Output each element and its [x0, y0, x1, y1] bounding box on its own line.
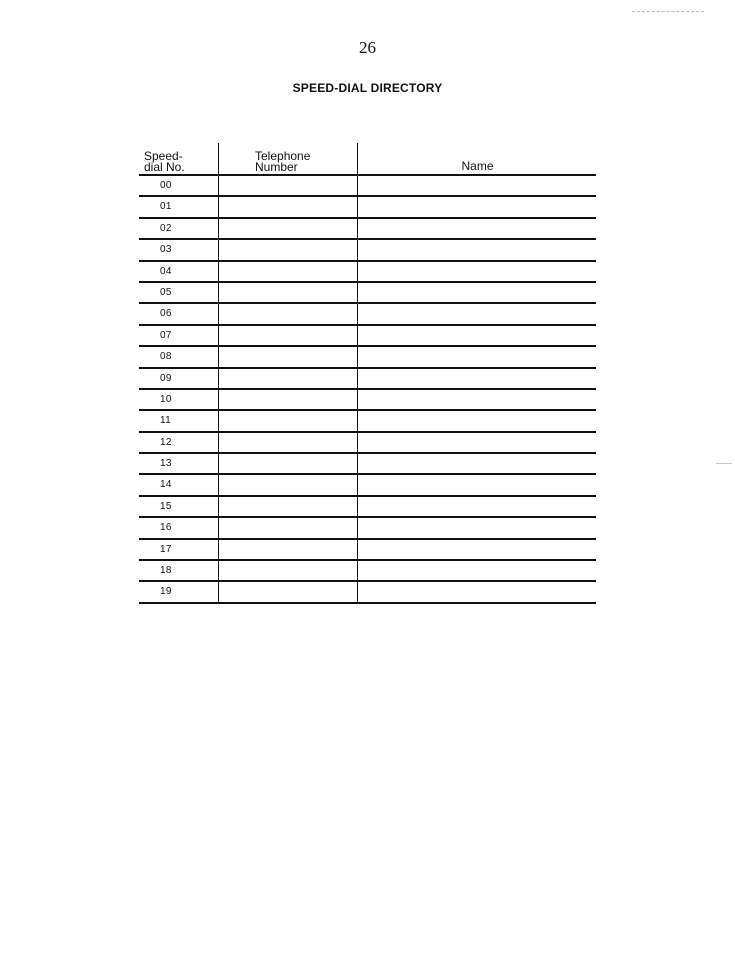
name-cell: [357, 475, 597, 494]
telephone-number-cell: [218, 433, 358, 452]
table-row: [139, 540, 596, 561]
speed-dial-number-cell: [139, 497, 218, 516]
telephone-number-cell: [218, 240, 358, 259]
telephone-number-cell: [218, 518, 358, 537]
page-number: 26: [359, 38, 376, 57]
name-cell: [357, 176, 597, 195]
header-speed-dial-line1: Speed-: [144, 149, 183, 163]
name-cell: [357, 561, 597, 580]
name-cell: [357, 411, 597, 430]
name-cell: [357, 262, 597, 281]
speed-dial-number-cell: [139, 240, 218, 259]
speed-dial-number-cell: [139, 433, 218, 452]
speed-dial-number-cell: [139, 219, 218, 238]
telephone-number-cell: [218, 561, 358, 580]
speed-dial-number: 15: [160, 500, 172, 512]
table-row: [139, 197, 596, 218]
telephone-number-cell: [218, 347, 358, 366]
speed-dial-number-cell: [139, 561, 218, 580]
telephone-number-cell: [218, 197, 358, 216]
table-row: [139, 240, 596, 261]
table-row: [139, 497, 596, 518]
name-cell: [357, 219, 597, 238]
name-cell: [357, 497, 597, 516]
name-cell: [357, 326, 597, 345]
name-cell: [357, 433, 597, 452]
telephone-number-cell: [218, 582, 358, 601]
telephone-number-cell: [218, 497, 358, 516]
table-row: [139, 283, 596, 304]
header-telephone-number: [218, 143, 358, 174]
speed-dial-number-cell: [139, 304, 218, 323]
name-cell: [357, 390, 597, 409]
table-row: [139, 176, 596, 197]
speed-dial-number: 16: [160, 522, 172, 534]
speed-dial-number: 07: [160, 329, 172, 341]
table-row: [139, 347, 596, 368]
scan-artifact: [716, 463, 732, 464]
speed-dial-number: 11: [160, 415, 171, 427]
table-row: [139, 304, 596, 325]
table-row: [139, 219, 596, 240]
speed-dial-number-cell: [139, 475, 218, 494]
speed-dial-number-cell: [139, 454, 218, 473]
speed-dial-number: 18: [160, 565, 172, 577]
header-name-label: Name: [461, 159, 494, 173]
speed-dial-number: 08: [160, 351, 172, 363]
telephone-number-cell: [218, 219, 358, 238]
speed-dial-number-cell: [139, 197, 218, 216]
table-row: [139, 518, 596, 539]
header-speed-dial-line2: dial No.: [144, 160, 185, 174]
telephone-number-cell: [218, 326, 358, 345]
speed-dial-number-cell: [139, 262, 218, 281]
telephone-number-cell: [218, 262, 358, 281]
speed-dial-number-cell: [139, 540, 218, 559]
speed-dial-number-cell: [139, 369, 218, 388]
speed-dial-number-cell: [139, 411, 218, 430]
table-header: [139, 143, 596, 176]
telephone-number-cell: [218, 369, 358, 388]
scan-artifact: [632, 11, 704, 12]
speed-dial-number-cell: [139, 582, 218, 601]
name-cell: [357, 240, 597, 259]
table-row: [139, 582, 596, 603]
speed-dial-number-cell: [139, 347, 218, 366]
speed-dial-number-cell: [139, 518, 218, 537]
speed-dial-number-cell: [139, 283, 218, 302]
speed-dial-number: 10: [160, 393, 172, 405]
speed-dial-number: 12: [160, 436, 172, 448]
speed-dial-number-cell: [139, 390, 218, 409]
table-row: [139, 411, 596, 432]
name-cell: [357, 454, 597, 473]
telephone-number-cell: [218, 454, 358, 473]
telephone-number-cell: [218, 411, 358, 430]
name-cell: [357, 347, 597, 366]
header-telephone-line1: Telephone: [255, 149, 311, 163]
speed-dial-number: 04: [160, 265, 172, 277]
table-row: [139, 326, 596, 347]
table-row: [139, 454, 596, 475]
table-row: [139, 390, 596, 411]
page-title: SPEED-DIAL DIRECTORY: [292, 81, 443, 95]
speed-dial-number-cell: [139, 176, 218, 195]
header-speed-dial-no: [139, 143, 218, 174]
telephone-number-cell: [218, 475, 358, 494]
table-row: [139, 262, 596, 283]
speed-dial-number: 06: [160, 308, 172, 320]
table-row: [139, 561, 596, 582]
speed-dial-number: 09: [160, 372, 172, 384]
speed-dial-number: 01: [160, 201, 172, 213]
telephone-number-cell: [218, 176, 358, 195]
name-cell: [357, 283, 597, 302]
header-name: [357, 143, 597, 174]
speed-dial-number: 13: [160, 458, 172, 470]
table-row: [139, 433, 596, 454]
name-cell: [357, 304, 597, 323]
speed-dial-table: [139, 143, 596, 604]
speed-dial-number-cell: [139, 326, 218, 345]
telephone-number-cell: [218, 283, 358, 302]
speed-dial-number: 05: [160, 286, 172, 298]
speed-dial-number: 02: [160, 222, 172, 234]
name-cell: [357, 540, 597, 559]
name-cell: [357, 518, 597, 537]
telephone-number-cell: [218, 304, 358, 323]
speed-dial-number: 19: [160, 586, 172, 598]
speed-dial-number: 14: [160, 479, 172, 491]
name-cell: [357, 197, 597, 216]
table-row: [139, 475, 596, 496]
speed-dial-number: 03: [160, 244, 172, 256]
telephone-number-cell: [218, 540, 358, 559]
table-body: [139, 176, 596, 604]
telephone-number-cell: [218, 390, 358, 409]
header-telephone-line2: Number: [255, 160, 298, 174]
speed-dial-number: 17: [160, 543, 172, 555]
name-cell: [357, 582, 597, 601]
speed-dial-number: 00: [160, 180, 172, 191]
table-row: [139, 369, 596, 390]
name-cell: [357, 369, 597, 388]
